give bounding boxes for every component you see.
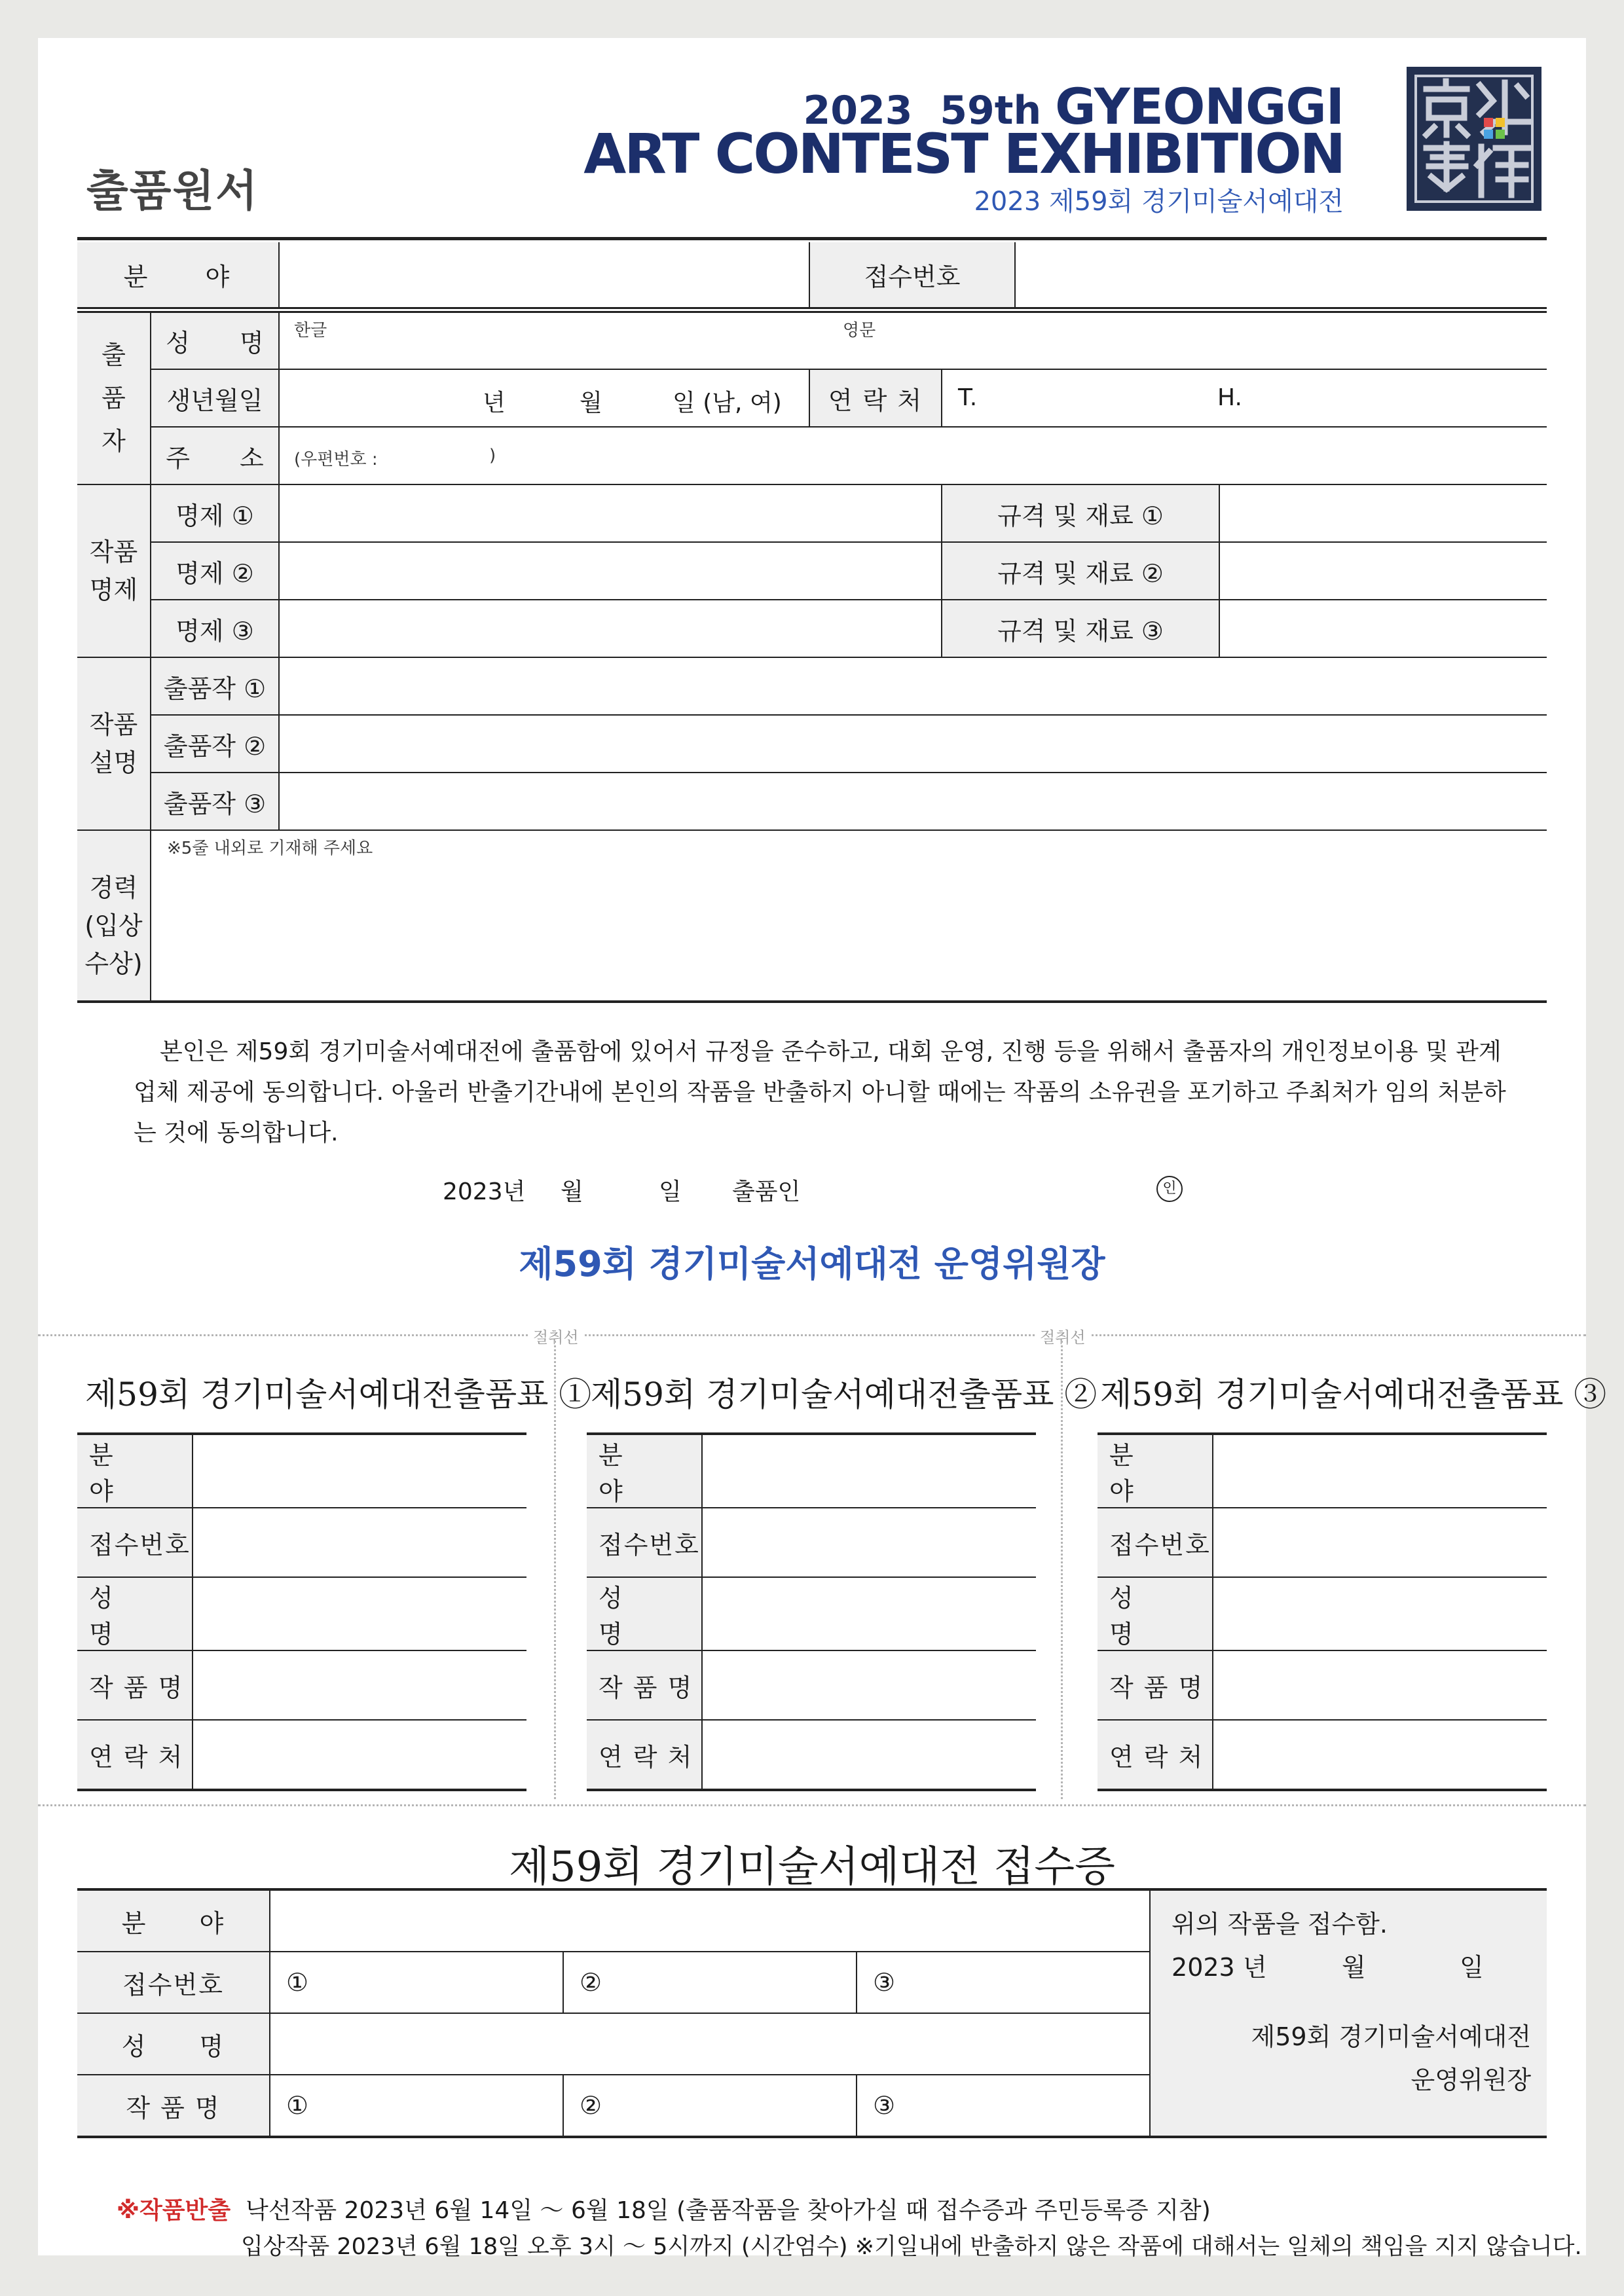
receipt-org-line1: 제59회 경기미술서예대전 [1251, 2022, 1532, 2051]
ticket-2-contact-label: 연 락 처 [587, 1720, 702, 1790]
cut-label-1: 절취선 [528, 1324, 584, 1347]
ticket-3-contact-input[interactable] [1213, 1720, 1547, 1790]
receipt-field-label: 분 야 [77, 1889, 270, 1952]
ticket-2-contact-input[interactable] [702, 1720, 1036, 1790]
header-region: GYEONGGI [1055, 77, 1344, 136]
title-row-1-label: 명제 ① [151, 484, 279, 542]
receipt-work-1[interactable]: ① [270, 2075, 563, 2137]
receipt-work-label: 작 품 명 [77, 2075, 270, 2137]
ticket-2-field-label: 분 야 [587, 1434, 702, 1508]
seal-logo [1407, 67, 1541, 211]
ticket-2-title: 제59회 경기미술서예대전출품표 ② [591, 1376, 1098, 1413]
receipt-work-3[interactable]: ③ [857, 2075, 1150, 2137]
application-form [77, 242, 1547, 1003]
title-row-3-input[interactable] [279, 600, 942, 657]
ticket-3-work-label: 작 품 명 [1098, 1650, 1213, 1720]
ticket-2-field-input[interactable] [702, 1434, 1036, 1508]
career-group-label: 경력 (입상 수상) [77, 830, 151, 1002]
address-input[interactable] [279, 427, 1547, 484]
applicant-group-label: 출 품 자 [77, 312, 151, 484]
receipt-form [77, 1888, 1547, 2138]
ticket-2-no-input[interactable] [702, 1508, 1036, 1577]
spec-row-2-input[interactable] [1219, 542, 1547, 600]
contact-input[interactable] [942, 369, 1547, 427]
sign-year: 2023년 [443, 1178, 526, 1205]
spec-row-3-input[interactable] [1219, 600, 1547, 657]
ticket-3-work-input[interactable] [1213, 1650, 1547, 1720]
agreement-text: 본인은 제59회 경기미술서예대전에 출품함에 있어서 규정을 준수하고, 대회 운영, 진행 등을 위해서 출품자의 개인정보이용 및 관계업체 제공에 동의합니다. 아울러 반출기간내에 본인의 작품을 반출하지 아니할 때에는 작품의 소유권을 포기하고 주최처가 임의 처분하는 것에 동의합니다. [134, 1038, 1506, 1146]
title-row-2-input[interactable] [279, 542, 942, 600]
top-rule [77, 237, 1547, 240]
birth-input[interactable] [279, 369, 809, 427]
ticket-2-work-input[interactable] [702, 1650, 1036, 1720]
receipt-name-label: 성 명 [77, 2013, 270, 2075]
receipt-no-1[interactable]: ① [270, 1952, 563, 2013]
contact-label: 연 락 처 [809, 369, 942, 427]
cut-line-top [38, 1334, 1586, 1336]
receipt-no-label: 접수번호 [77, 1952, 270, 2013]
ticket-2-name-label: 성 명 [587, 1577, 702, 1650]
application-page [38, 38, 1607, 2260]
receipt-date-month: 월 [1342, 1953, 1366, 1982]
ticket-1-contact-label: 연 락 처 [77, 1720, 193, 1790]
works-desc-group-label: 작품 설명 [77, 657, 151, 830]
desc-row-2-input[interactable] [279, 715, 1547, 773]
ticket-3-field-input[interactable] [1213, 1434, 1547, 1508]
cut-label-2: 절취선 [1035, 1324, 1091, 1347]
field-label: 분 야 [77, 242, 279, 308]
ticket-3-title: 제59회 경기미술서예대전출품표 ③ [1100, 1376, 1607, 1413]
name-label: 성 명 [151, 312, 279, 369]
receipt-name-input[interactable] [270, 2013, 1150, 2075]
ticket-3-name-input[interactable] [1213, 1577, 1547, 1650]
receipt-no-label: 접수번호 [809, 242, 1015, 308]
ticket-3-contact-label: 연 락 처 [1098, 1720, 1213, 1790]
seal-mark: 인 [1156, 1176, 1183, 1202]
desc-row-1-input[interactable] [279, 657, 1547, 715]
spec-row-2-label: 규격 및 재료 ② [942, 542, 1219, 600]
receipt-no-2[interactable]: ② [563, 1952, 857, 2013]
ticket-1 [77, 1432, 526, 1791]
header-edition: 59th [940, 88, 1042, 134]
birth-label: 생년월일 [151, 369, 279, 427]
contact-hp-prefix: H. [1217, 384, 1242, 411]
notice-line-1 [117, 2192, 1211, 2225]
desc-row-3-input[interactable] [279, 773, 1547, 830]
desc-row-2-label: 출품작 ② [151, 715, 279, 773]
receipt-date-line [1172, 1946, 1531, 1989]
works-title-group-label: 작품 명제 [77, 484, 151, 657]
ticket-1-field-input[interactable] [193, 1434, 526, 1508]
spec-row-3-label: 규격 및 재료 ③ [942, 600, 1219, 657]
name-english-hint: 영문 [843, 320, 876, 340]
zip-hint: (우편번호 : [294, 450, 378, 469]
receipt-no-input[interactable] [1015, 242, 1547, 308]
receipt-date-day: 일 [1460, 1953, 1484, 1982]
ticket-3-field-label: 분 야 [1098, 1434, 1213, 1508]
form-title: 출품원서 [86, 166, 259, 216]
receipt-field-input[interactable] [270, 1889, 1150, 1952]
contact-tel-prefix: T. [958, 384, 978, 411]
desc-row-1-label: 출품작 ① [151, 657, 279, 715]
ticket-1-field-label: 분 야 [77, 1434, 193, 1508]
ticket-3-name-label: 성 명 [1098, 1577, 1213, 1650]
name-input[interactable] [279, 312, 1547, 369]
birth-month-unit: 월 [580, 390, 602, 416]
receipt-confirm-line: 위의 작품을 접수함. [1172, 1910, 1388, 1939]
exhibition-header-line2: ART CONTEST EXHIBITION [583, 122, 1344, 186]
ticket-1-work-label: 작 품 명 [77, 1650, 193, 1720]
ticket-2-name-input[interactable] [702, 1577, 1036, 1650]
cut-line-bottom [38, 1804, 1586, 1806]
ticket-3-no-label: 접수번호 [1098, 1508, 1213, 1577]
sign-day: 일 [659, 1178, 682, 1205]
sign-applicant-label: 출품인 [732, 1178, 801, 1205]
zip-hint-close: ) [489, 446, 496, 465]
receipt-org-line2: 운영위원장 [1411, 2066, 1532, 2094]
field-input[interactable] [279, 242, 809, 308]
birth-day-gender: 일 (남, 여) [673, 390, 782, 416]
receipt-title: 제59회 경기미술서예대전 접수증 [509, 1843, 1115, 1891]
receipt-date-year: 2023 년 [1172, 1953, 1267, 1982]
notice-line-2: 입상작품 2023년 6월 18일 오후 3시 ～ 5시까지 (시간엄수) ※기일내에 반출하지 않은 작품에 대해서는 일체의 책임을 지지 않습니다. [241, 2234, 1582, 2260]
exhibition-header-korean: 2023 제59회 경기미술서예대전 [974, 187, 1344, 217]
receipt-no-3[interactable]: ③ [857, 1952, 1150, 2013]
ticket-1-no-input[interactable] [193, 1508, 526, 1577]
committee-chair: 제59회 경기미술서예대전 운영위원장 [519, 1243, 1105, 1285]
ticket-2-no-label: 접수번호 [587, 1508, 702, 1577]
ticket-1-name-label: 성 명 [77, 1577, 193, 1650]
career-input[interactable] [151, 830, 1547, 1002]
ticket-3-no-input[interactable] [1213, 1508, 1547, 1577]
ticket-1-no-label: 접수번호 [77, 1508, 193, 1577]
sign-month: 월 [561, 1178, 583, 1205]
title-row-1-input[interactable] [279, 484, 942, 542]
ticket-2 [587, 1432, 1036, 1791]
desc-row-3-label: 출품작 ③ [151, 773, 279, 830]
spec-row-1-input[interactable] [1219, 484, 1547, 542]
notice-line-1-text: 낙선작품 2023년 6월 14일 ～ 6월 18일 (출품작품을 찾아가실 때 접수증과 주민등록증 지참) [246, 2197, 1211, 2224]
spec-row-1-label: 규격 및 재료 ① [942, 484, 1219, 542]
ticket-1-title: 제59회 경기미술서예대전출품표 ① [85, 1376, 592, 1413]
receipt-work-2[interactable]: ② [563, 2075, 857, 2137]
ticket-1-work-input[interactable] [193, 1650, 526, 1720]
birth-year-unit: 년 [483, 390, 506, 416]
ticket-1-name-input[interactable] [193, 1577, 526, 1650]
receipt-confirmation-box [1150, 1889, 1547, 2137]
career-hint: ※5줄 내외로 기재해 주세요 [167, 839, 373, 858]
header-year: 2023 [803, 88, 913, 134]
notice-label: ※작품반출 [117, 2197, 231, 2224]
seal-logo-icon [1407, 67, 1541, 211]
ticket-2-work-label: 작 품 명 [587, 1650, 702, 1720]
ticket-3 [1098, 1432, 1547, 1791]
name-korean-hint: 한글 [294, 320, 327, 340]
title-row-2-label: 명제 ② [151, 542, 279, 600]
title-row-3-label: 명제 ③ [151, 600, 279, 657]
ticket-1-contact-input[interactable] [193, 1720, 526, 1790]
address-label: 주 소 [151, 427, 279, 484]
